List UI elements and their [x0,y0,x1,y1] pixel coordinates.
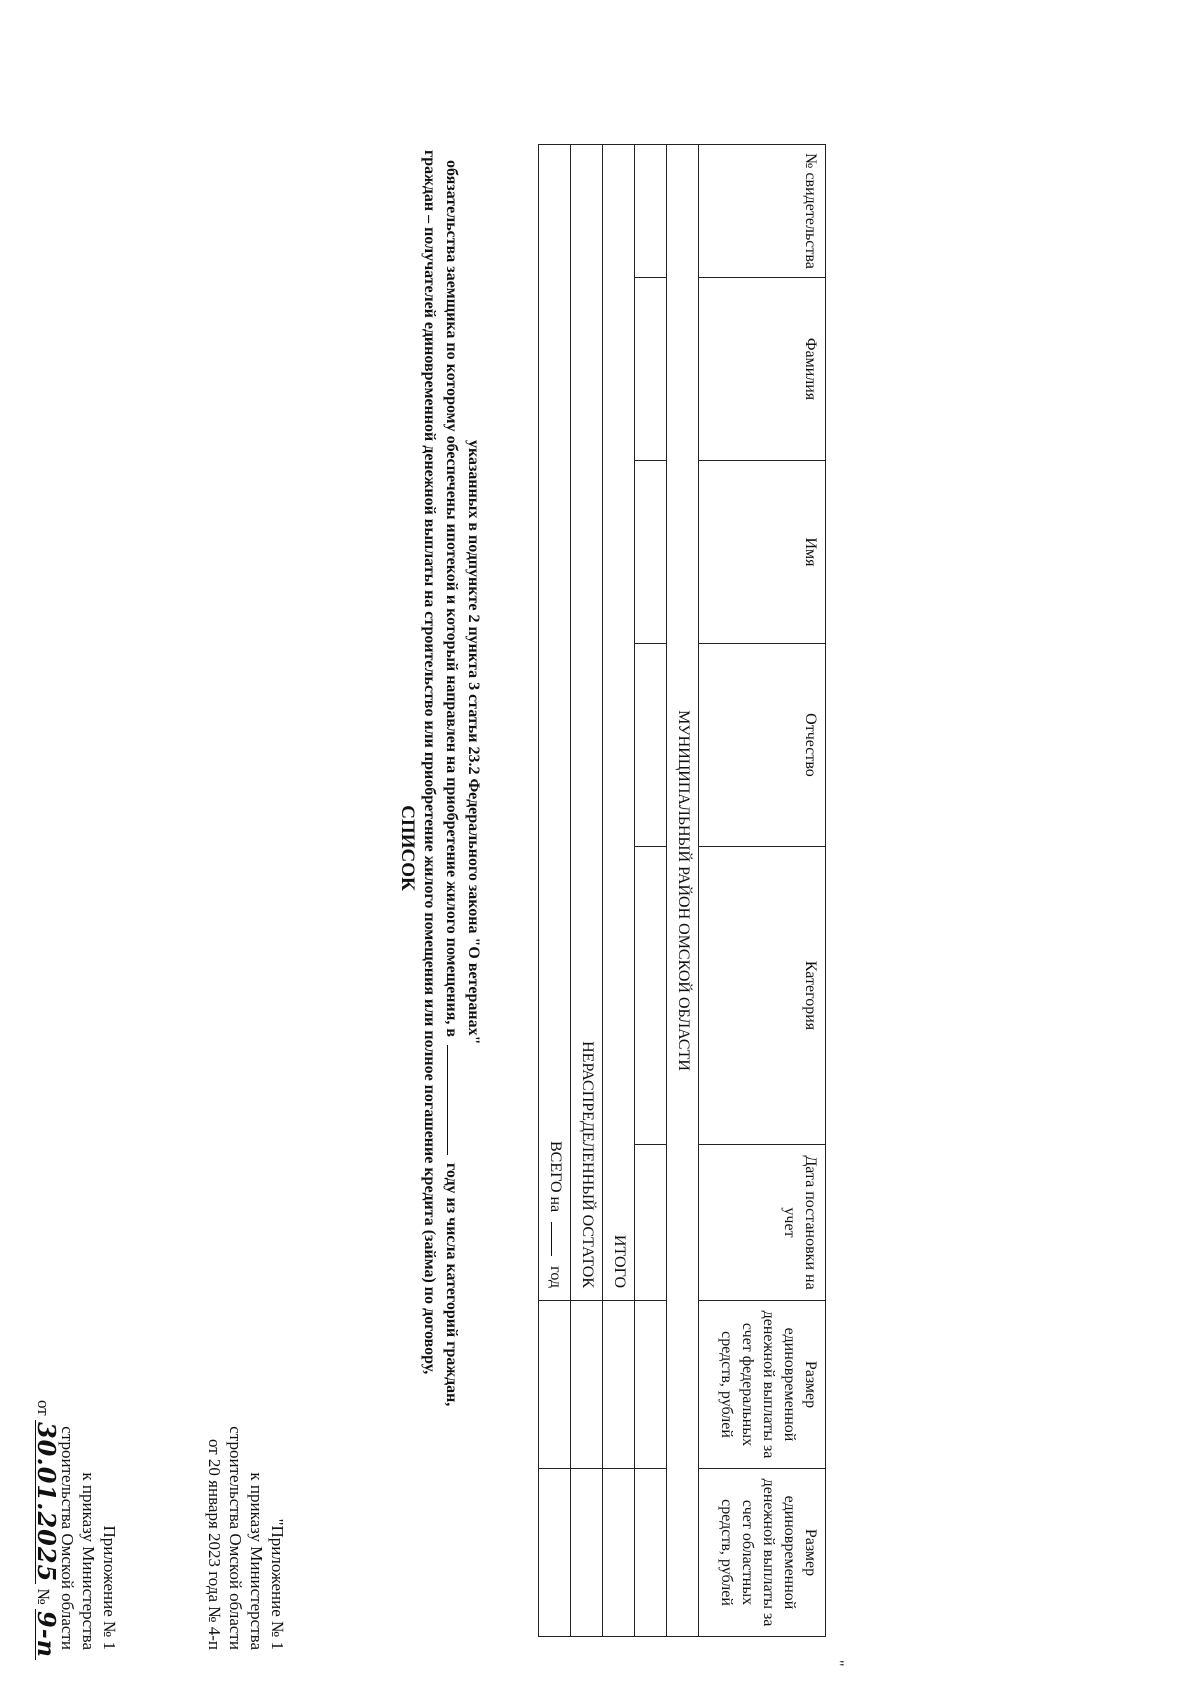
registry-table [538,144,826,1637]
previous-approval-block [204,1400,288,1650]
subtitle-line [442,160,460,1406]
table-cell [635,278,667,461]
table-cell [635,1469,667,1637]
total-label: ИТОГО [603,145,635,1301]
unallocated-row [571,145,603,1637]
grand-total-row [539,145,571,1637]
table-cell [571,1469,603,1637]
municipal-district-label: МУНИЦИПАЛЬНЫЙ РАЙОН ОМСКОЙ ОБЛАСТИ [667,145,699,1637]
column-header: Фамилия [699,278,826,461]
approval-line: к приказу Министерства [79,1472,98,1650]
table-cell [603,1301,635,1469]
subtitle-part: обязательства заемщика по которому обеспечены ипотекой и который направлен на приобретение жилого помещения, в [443,160,460,1038]
column-header: Отчество [699,644,826,847]
from-label: от [34,1400,53,1416]
column-header: Дата постановки на учет [699,1145,826,1301]
table-cell [635,847,667,1145]
handwritten-date: 30.01.2025 [32,1421,61,1583]
number-label: № [34,1588,53,1605]
table-cell [635,644,667,847]
approval-line: строительства Омской области [58,1426,77,1650]
table-cell [635,1301,667,1469]
approval-line: от 20 января 2023 года № 4-п [205,1438,224,1650]
grand-total-prefix: ВСЕГО на [547,1140,564,1213]
subtitle-part: году из числа категорий граждан, [443,1163,460,1407]
document-title: СПИСОК [397,805,418,891]
approval-line: к приказу Министерства [247,1472,266,1650]
column-header: Размер единовременной денежной выплаты за счет областных средств, рублей [699,1469,826,1637]
table-cell [635,461,667,644]
table-cell [603,1469,635,1637]
grand-total-suffix: год [547,1266,564,1288]
table-cell [539,1469,571,1637]
approval-block [32,1400,120,1659]
column-header: Категория [699,847,826,1145]
table-cell [635,145,667,278]
table-cell [635,1145,667,1301]
unallocated-label: НЕРАСПРЕДЕЛЕННЫЙ ОСТАТОК [571,145,603,1301]
table-cell [571,1301,603,1469]
approval-date-line [32,1400,61,1659]
handwritten-number: 9-п [32,1611,61,1659]
year-blank [551,1222,552,1256]
subtitle-line: указанных в подпункте 2 пункта 3 статьи 23.2 Федерального закона "О ветеранах" [465,440,482,1045]
municipal-row [667,145,699,1637]
column-header: № свидетельства [699,145,826,278]
approval-line: "Приложение № 1 [268,1518,287,1650]
approval-line: Приложение № 1 [100,1525,119,1650]
total-row [603,145,635,1637]
column-header: Размер единовременной денежной выплаты за счет федеральных средств, рублей [699,1301,826,1469]
table-header-row [699,145,826,1637]
approval-line: строительства Омской области [226,1426,245,1650]
column-header: Имя [699,461,826,644]
subtitle-line: граждан – получателей единовременной денежной выплаты на строительство или приобретение жилого помещения или полное погашение кредита (займа) по договору, [421,150,438,1375]
grand-total-label [539,145,571,1301]
closing-quote: " [829,1660,846,1667]
year-blank [447,1045,448,1155]
table-cell [539,1301,571,1469]
table-row [635,145,667,1637]
